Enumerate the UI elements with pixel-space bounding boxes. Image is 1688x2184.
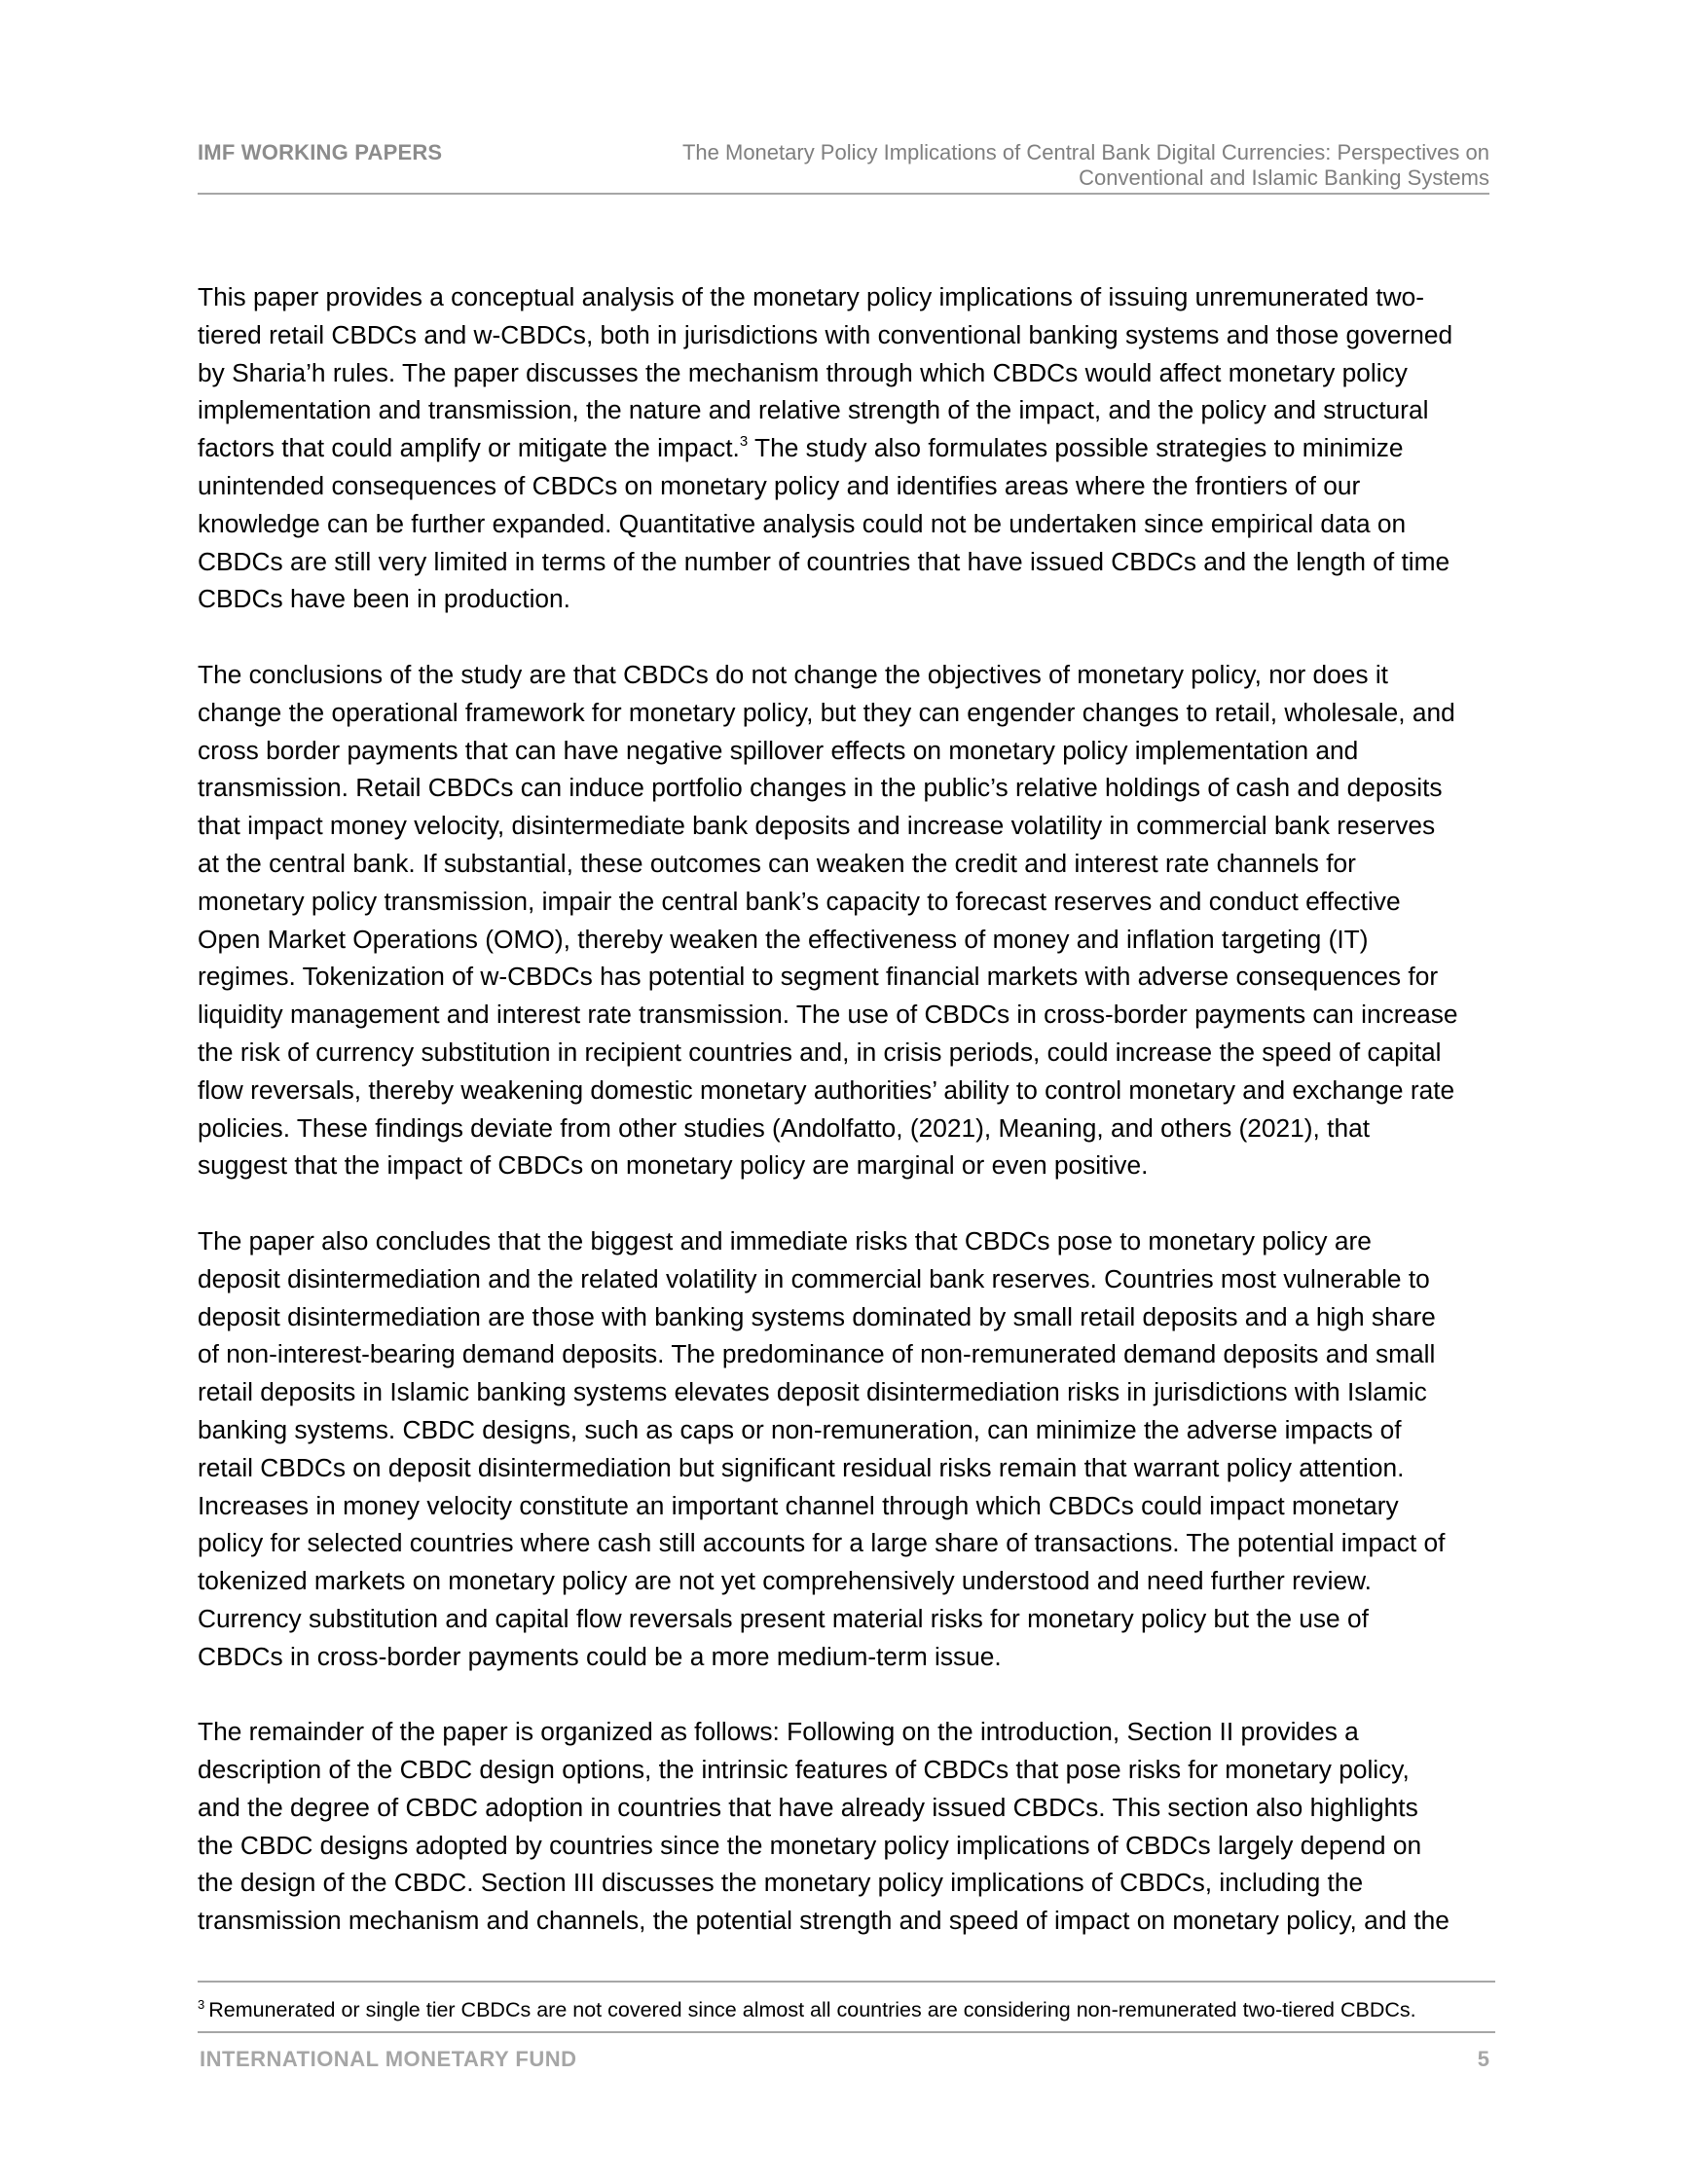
text-line: retail CBDCs on deposit disintermediation but significant residual risks remain that warrant policy attention. [198,1452,1405,1482]
text-line: liquidity management and interest rate transmission. The use of CBDCs in cross-border payments can increase [198,1000,1458,1030]
text-line: The paper also concludes that the biggest and immediate risks that CBDCs pose to monetary policy are [198,1225,1372,1256]
text-line: CBDCs in cross-border payments could be a more medium-term issue. [198,1641,1002,1671]
text-line: tokenized markets on monetary policy are not yet comprehensively understood and need further review. [198,1566,1372,1596]
text-line: Increases in money velocity constitute an important channel through which CBDCs could impact monetary [198,1490,1399,1520]
page-number: 5 [1477,2047,1489,2071]
footnote-text: Remunerated or single tier CBDCs are not covered since almost all countries are considering non-remunerated two-tiered CBDCs. [208,1998,1416,2021]
paragraph-4 [198,1713,1489,1940]
text-line: of non-interest-bearing demand deposits. The predominance of non-remunerated demand deposits and small [198,1339,1436,1369]
text-line: transmission mechanism and channels, the potential strength and speed of impact on monetary policy, and the [198,1906,1449,1936]
text-line: transmission. Retail CBDCs can induce portfolio changes in the public’s relative holdings of cash and deposits [198,773,1443,803]
text-line: banking systems. CBDC designs, such as caps or non-remuneration, can minimize the adverse impacts of [198,1414,1402,1444]
text-line: change the operational framework for monetary policy, but they can engender changes to retail, wholesale, and [198,697,1455,727]
text-segment: The study also formulates possible strategies to minimize [748,433,1404,463]
text-line: suggest that the impact of CBDCs on monetary policy are marginal or even positive. [198,1150,1149,1181]
text-line: retail deposits in Islamic banking systems elevates deposit disintermediation risks in jurisdictions with Islamic [198,1377,1427,1407]
text-line: The remainder of the paper is organized as follows: Following on the introduction, Section II provides a [198,1717,1359,1747]
text-line: CBDCs are still very limited in terms of the number of countries that have issued CBDCs and the length of time [198,546,1450,576]
text-line: and the degree of CBDC adoption in countries that have already issued CBDCs. This section also highlights [198,1792,1418,1822]
text-line: the CBDC designs adopted by countries since the monetary policy implications of CBDCs largely depend on [198,1830,1422,1860]
text-line: policy for selected countries where cash still accounts for a large share of transactions. The potential impact of [198,1528,1446,1558]
paper-title-line-1: The Monetary Policy Implications of Central Bank Digital Currencies: Perspectives on [681,140,1489,164]
text-line: Open Market Operations (OMO), thereby weaken the effectiveness of money and inflation targeting (IT) [198,924,1369,954]
text-line: This paper provides a conceptual analysis of the monetary policy implications of issuing unremunerated two- [198,282,1424,311]
text-line [198,429,1489,467]
text-line: cross border payments that can have negative spillover effects on monetary policy implementation and [198,735,1359,765]
footnote-3 [198,1995,1495,2024]
paper-title [613,140,1489,191]
text-line: The conclusions of the study are that CBDCs do not change the objectives of monetary policy, nor does it [198,659,1388,689]
paragraph-3 [198,1222,1489,1676]
paper-title-line-2: Conventional and Islamic Banking Systems [1079,165,1489,190]
text-line: monetary policy transmission, impair the central bank’s capacity to forecast reserves and conduct effective [198,886,1401,916]
text-line: deposit disintermediation and the related volatility in commercial bank reserves. Countries most vulnerable to [198,1263,1430,1293]
text-line: that impact money velocity, disintermediate bank deposits and increase volatility in commercial bank reserves [198,811,1436,841]
text-line: the design of the CBDC. Section III discusses the monetary policy implications of CBDCs, including the [198,1868,1364,1898]
paragraph-2 [198,656,1489,1184]
footnote-marker: 3 [198,1997,205,2012]
text-line: CBDCs have been in production. [198,584,570,614]
series-title: IMF WORKING PAPERS [198,140,443,164]
text-line: by Sharia’h rules. The paper discusses the mechanism through which CBDCs would affect monetary policy [198,357,1408,387]
text-line: flow reversals, thereby weakening domestic monetary authorities’ ability to control monetary and exchange rate [198,1074,1455,1105]
text-line: regimes. Tokenization of w-CBDCs has potential to segment financial markets with adverse consequences for [198,962,1439,992]
text-segment: factors that could amplify or mitigate the impact. [198,433,740,463]
footnote-divider [198,1981,1495,1983]
footer-divider [198,2031,1495,2033]
main-body [198,278,1489,1978]
text-line: Currency substitution and capital flow reversals present material risks for monetary policy but the use of [198,1603,1369,1633]
text-line: deposit disintermediation are those with banking systems dominated by small retail deposits and a high share [198,1301,1436,1331]
paragraph-1 [198,278,1489,618]
running-header [198,136,1489,195]
text-line: policies. These findings deviate from other studies (Andolfatto, (2021), Meaning, and others (2021), that [198,1112,1371,1143]
text-line: description of the CBDC design options, the intrinsic features of CBDCs that pose risks for monetary policy, [198,1755,1410,1785]
text-line: the risk of currency substitution in recipient countries and, in crisis periods, could increase the speed of capital [198,1037,1442,1067]
text-line: tiered retail CBDCs and w-CBDCs, both in jurisdictions with conventional banking systems and those governed [198,319,1453,349]
footnote-reference[interactable]: 3 [739,433,749,451]
text-line: unintended consequences of CBDCs on monetary policy and identifies areas where the frontiers of our [198,470,1361,500]
text-line: at the central bank. If substantial, these outcomes can weaken the credit and interest rate channels for [198,848,1356,878]
text-line: knowledge can be further expanded. Quantitative analysis could not be undertaken since empirical data on [198,508,1407,538]
footer-organization: INTERNATIONAL MONETARY FUND [200,2047,577,2071]
text-line: implementation and transmission, the nature and relative strength of the impact, and the policy and structural [198,395,1429,425]
